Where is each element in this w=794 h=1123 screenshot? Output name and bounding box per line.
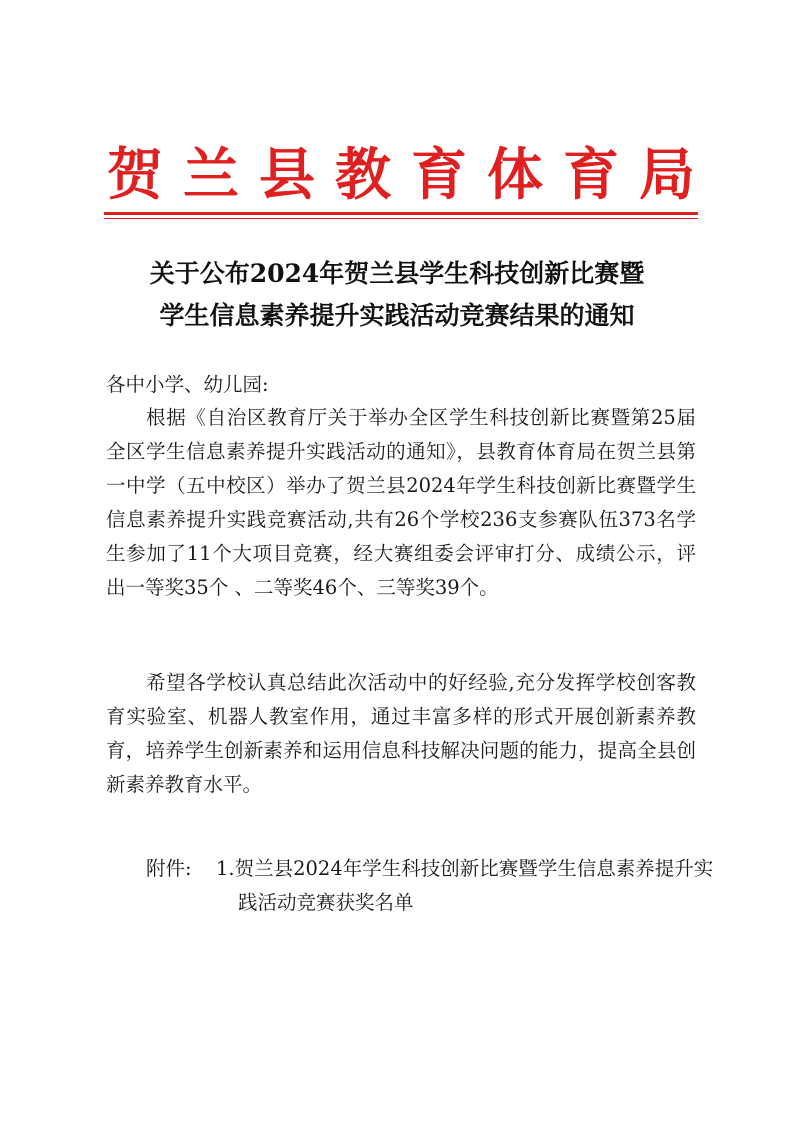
salutation: 各中小学、幼儿园: (106, 373, 269, 396)
letterhead-char: 育 (411, 142, 467, 208)
body-paragraph-1: 根据《自治区教育厅关于举办全区学生科技创新比赛暨第25届全区学生信息素养提升实践活动的通知》，县教育体育局在贺兰县第一中学（五中校区）举办了贺兰县2024年学生科技创新比赛暨学生信息素养提升实践竞赛活动,共有26个学校236支参赛队伍373名学生参加了11个大项目竞赛，经大赛组委会评审打分、成绩公示，评出一等奖35个 、二等奖46个、三等奖39个。 (106, 406, 696, 599)
letterhead-char: 局 (639, 142, 695, 208)
letterhead-org-name (104, 140, 698, 210)
document-title-line-1: 关于公布2024年贺兰县学生科技创新比赛暨 (149, 259, 645, 288)
attachment-label: 附件: (146, 857, 192, 880)
attachment-item-1: 1.贺兰县2024年学生科技创新比赛暨学生信息素养提升实践活动竞赛获奖名单 (216, 857, 714, 914)
letterhead-char: 县 (259, 142, 315, 208)
letterhead-rule-thick (104, 212, 698, 215)
letterhead-char: 体 (487, 142, 543, 208)
letterhead-rule-thin (104, 218, 698, 219)
letterhead-char: 兰 (183, 142, 239, 208)
letterhead-char: 教 (335, 142, 391, 208)
document-title-line-2: 学生信息素养提升实践活动竞赛结果的通知 (159, 301, 635, 330)
letterhead-char: 贺 (107, 142, 163, 208)
body-paragraph-2: 希望各学校认真总结此次活动中的好经验,充分发挥学校创客教育实验室、机器人教室作用，通过丰富多样的形式开展创新素养教育，培养学生创新素养和运用信息科技解决问题的能力，提高全县创新素养教育水平。 (106, 671, 696, 796)
letterhead-char: 育 (563, 142, 619, 208)
